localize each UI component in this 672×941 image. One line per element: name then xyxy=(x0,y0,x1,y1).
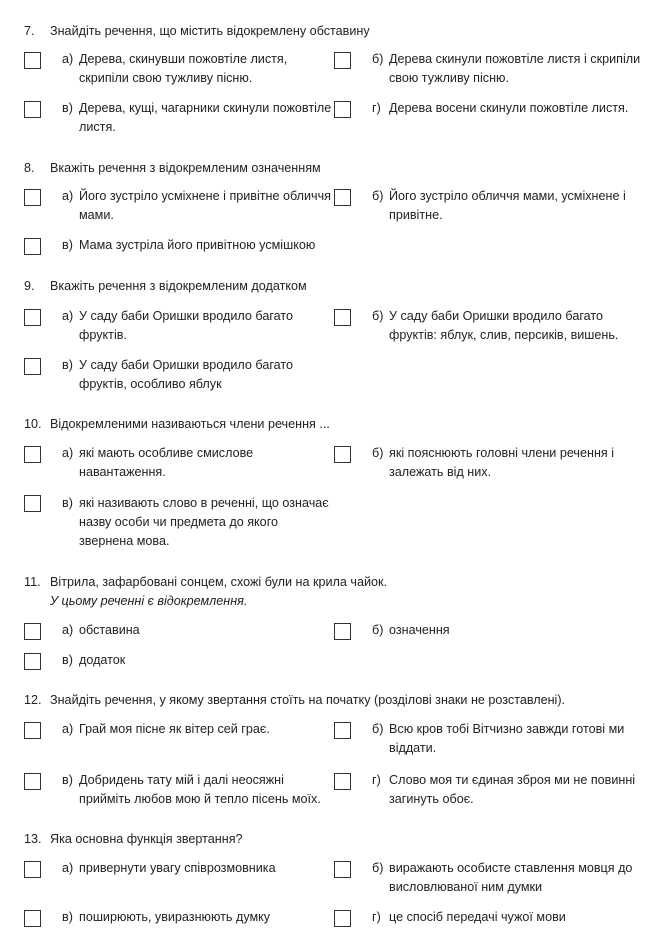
option-q13-v: в) поширюють, увиразнюють думку xyxy=(62,910,271,924)
question-13-title: 13. Яка основна функція звертання? xyxy=(24,832,243,846)
checkbox-q8-v[interactable] xyxy=(24,238,41,255)
option-q8-v: в) Мама зустріла його привітною усмішкою xyxy=(62,238,316,252)
checkbox-q7-v[interactable] xyxy=(24,101,41,118)
checkbox-q10-v[interactable] xyxy=(24,495,41,512)
checkbox-q9-v[interactable] xyxy=(24,358,41,375)
option-q11-a: а) обставина xyxy=(62,623,140,637)
option-q7-v: в) Дерева, кущі, чагарники скинули пожовтіле листя. xyxy=(62,101,332,134)
option-q10-a: а) які мають особливе смислове навантаження. xyxy=(62,446,254,479)
question-8-title: 8. Вкажіть речення з відокремленим означенням xyxy=(24,161,321,175)
question-11-subtitle: У цьому реченні є відокремлення. xyxy=(50,594,248,608)
question-10-title: 10. Відокремленими називаються члени речення ... xyxy=(24,417,330,431)
checkbox-q13-v[interactable] xyxy=(24,910,41,927)
option-q7-a: а) Дерева, скинувши пожовтіле листя, скрипіли свою тужливу пісню. xyxy=(62,52,288,85)
checkbox-q12-b[interactable] xyxy=(334,722,351,739)
checkbox-q12-g[interactable] xyxy=(334,773,351,790)
option-q7-b: б) Дерева скинули пожовтіле листя і скрипіли свою тужливу пісню. xyxy=(372,52,641,85)
option-q12-a: а) Грай моя пісне як вітер сей грає. xyxy=(62,722,270,736)
option-q11-b: б) означення xyxy=(372,623,450,637)
checkbox-q7-b[interactable] xyxy=(334,52,351,69)
checkbox-q11-a[interactable] xyxy=(24,623,41,640)
question-11-title: 11. Вітрила, зафарбовані сонцем, схожі були на крила чайок. xyxy=(24,575,387,589)
option-q12-v: в) Добридень тату мій і далі неосяжні прийміть любов мою й тепло пісень моїх. xyxy=(62,773,321,806)
option-q13-b: б) виражають особисте ставлення мовця до висловлюваної ним думки xyxy=(372,861,633,894)
option-q13-g: г) це спосіб передачі чужої мови xyxy=(372,910,566,924)
checkbox-q10-a[interactable] xyxy=(24,446,41,463)
question-7-title: 7. Знайдіть речення, що містить відокремлену обставину xyxy=(24,24,370,38)
checkbox-q10-b[interactable] xyxy=(334,446,351,463)
option-q8-b: б) Його зустріло обличчя мами, усміхнене і привітне. xyxy=(372,189,626,222)
checkbox-q13-g[interactable] xyxy=(334,910,351,927)
option-q8-a: а) Його зустріло усміхнене і привітне обличчя мами. xyxy=(62,189,331,222)
option-q9-b: б) У саду баби Оришки вродило багато фруктів: яблук, слив, персиків, вишень. xyxy=(372,309,619,342)
option-q10-b: б) які пояснюють головні члени речення і залежать від них. xyxy=(372,446,615,479)
checkbox-q9-b[interactable] xyxy=(334,309,351,326)
checkbox-q7-a[interactable] xyxy=(24,52,41,69)
option-q12-g: г) Слово моя ти єдиная зброя ми не повинні загинуть обоє. xyxy=(372,773,636,806)
question-9-title: 9. Вкажіть речення з відокремленим додатком xyxy=(24,279,307,293)
checkbox-q8-a[interactable] xyxy=(24,189,41,206)
option-q13-a: а) привернути увагу співрозмовника xyxy=(62,861,276,875)
option-q12-b: б) Всю кров тобі Вітчизно завжди готові ми віддати. xyxy=(372,722,625,755)
checkbox-q8-b[interactable] xyxy=(334,189,351,206)
question-12-title: 12. Знайдіть речення, у якому звертання стоїть на початку (розділові знаки не розставлені). xyxy=(24,693,566,707)
checkbox-q13-a[interactable] xyxy=(24,861,41,878)
checkbox-q13-b[interactable] xyxy=(334,861,351,878)
option-q7-g: г) Дерева восени скинули пожовтіле листя. xyxy=(372,101,629,115)
checkbox-q11-b[interactable] xyxy=(334,623,351,640)
checkbox-q7-g[interactable] xyxy=(334,101,351,118)
option-q11-v: в) додаток xyxy=(62,653,126,667)
checkbox-q12-a[interactable] xyxy=(24,722,41,739)
checkbox-q12-v[interactable] xyxy=(24,773,41,790)
option-q9-v: в) У саду баби Оришки вродило багато фруктів, особливо яблук xyxy=(62,358,294,391)
checkbox-q9-a[interactable] xyxy=(24,309,41,326)
checkbox-q11-v[interactable] xyxy=(24,653,41,670)
option-q9-a: а) У саду баби Оришки вродило багато фруктів. xyxy=(62,309,294,342)
option-q10-v: в) які називають слово в реченні, що означає назву особи чи предмета до якого звернена мова. xyxy=(62,496,329,548)
